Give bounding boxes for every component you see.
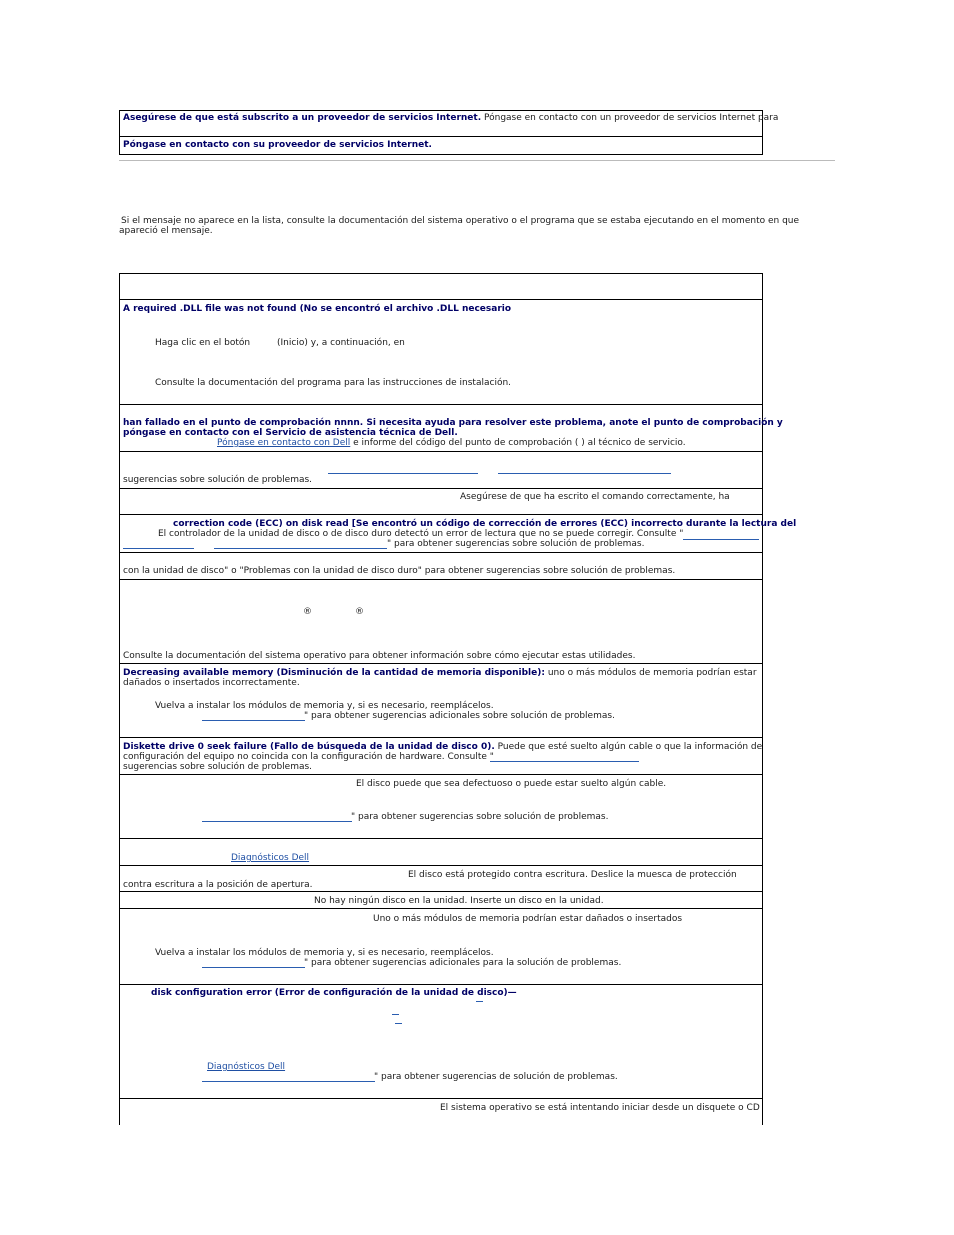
- suggestions-text: sugerencias sobre solución de problemas.: [123, 475, 313, 485]
- ecc-text-1: El controlador de la unidad de disco o de disco duro detectó un error de lectura que no se puede corregir. Consulte ": [158, 529, 684, 539]
- row-divider: [119, 451, 763, 452]
- defective-disk-text: El disco puede que sea defectuoso o puede estar suelto algún cable.: [356, 779, 667, 789]
- disk-config-suggestions: " para obtener sugerencias de solución de problemas.: [374, 1072, 618, 1082]
- row-divider: [119, 1098, 763, 1099]
- command-check-text: Asegúrese de que ha escrito el comando correctamente, ha: [460, 492, 730, 502]
- dell-diagnostics-link[interactable]: Diagnósticos Dell: [231, 853, 310, 863]
- row-divider: [119, 737, 763, 738]
- link-underline[interactable]: [214, 548, 387, 549]
- row-divider: [119, 404, 763, 405]
- checkpoint-contact-text: e informe del código del punto de comprobación ( ) al técnico de servicio.: [353, 438, 686, 448]
- link-underline[interactable]: [202, 967, 305, 968]
- seek-failure-text-3: sugerencias sobre solución de problemas.: [123, 762, 313, 772]
- dell-diagnostics-link[interactable]: Diagnósticos Dell: [207, 1062, 286, 1072]
- isp-contact-row: Póngase en contacto con su proveedor de servicios Internet.: [123, 140, 432, 150]
- link-underline[interactable]: [498, 473, 671, 474]
- utilities-text: Consulte la documentación del sistema operativo para obtener información sobre cómo ejecutar estas utilidades.: [123, 651, 636, 661]
- isp-subscribed-bold: Asegúrese de que está subscrito a un proveedor de servicios Internet.: [123, 113, 482, 123]
- section-separator: [119, 160, 835, 161]
- contact-dell-link[interactable]: Póngase en contacto con Dell: [217, 438, 351, 448]
- dll-step-start-button: Haga clic en el botón: [155, 338, 251, 348]
- write-protected-text-1: El disco está protegido contra escritura. Deslice la muesca de protección: [408, 870, 737, 880]
- row-divider: [119, 299, 763, 300]
- dll-step-start-then: (Inicio) y, a continuación, en: [277, 338, 405, 348]
- disk-config-title: disk configuration error (Error de configuración de la unidad de disco)—: [151, 988, 517, 998]
- row-divider: [119, 579, 763, 580]
- seek-failure-text-2: configuración del equipo no coincida con la configuración de hardware. Consulte ": [123, 752, 494, 762]
- intro-line-2: apareció el mensaje.: [119, 226, 213, 236]
- link-underline[interactable]: [202, 720, 305, 721]
- ecc-text-2: " para obtener sugerencias sobre solución de problemas.: [387, 539, 645, 549]
- memory-modules-step-1: Vuelva a instalar los módulos de memoria y, si es necesario, reemplácelos.: [155, 948, 494, 958]
- write-protected-text-2: contra escritura a la posición de apertura.: [123, 880, 313, 890]
- decreasing-memory-text-2: dañados o insertados incorrectamente.: [123, 678, 300, 688]
- ecc-title: correction code (ECC) on disk read [Se encontró un código de corrección de errores (ECC) incorrecto durante la lectura del: [173, 519, 797, 529]
- link-underline[interactable]: [123, 548, 194, 549]
- disk-problems-text: con la unidad de disco" o "Problemas con la unidad de disco duro" para obtener sugerencias sobre solución de problemas.: [123, 566, 676, 576]
- os-boot-text: El sistema operativo se está intentando iniciar desde un disquete o CD: [440, 1103, 760, 1113]
- row-divider: [119, 774, 763, 775]
- row-divider: [119, 865, 763, 866]
- link-underline[interactable]: [202, 821, 352, 822]
- no-disk-text: No hay ningún disco en la unidad. Inserte un disco en la unidad.: [314, 896, 604, 906]
- row-divider: [119, 891, 763, 892]
- memory-modules-text: Uno o más módulos de memoria podrían estar dañados o insertados: [373, 914, 683, 924]
- decreasing-memory-step-2: " para obtener sugerencias adicionales sobre solución de problemas.: [304, 711, 615, 721]
- defective-disk-suggestions: " para obtener sugerencias sobre solución de problemas.: [351, 812, 609, 822]
- row-divider: [119, 488, 763, 489]
- dll-step-docs: Consulte la documentación del programa para las instrucciones de instalación.: [155, 378, 512, 388]
- seek-failure-line: [123, 742, 762, 752]
- decreasing-memory-line: [123, 668, 757, 678]
- isp-subscribed-text: Póngase en contacto con un proveedor de servicios Internet para: [484, 113, 779, 123]
- isp-subscribed-row: [123, 113, 778, 123]
- intro-line-1: Si el mensaje no aparece en la lista, consulte la documentación del sistema operativo o el programa que se estaba ejecutando en el momento en que: [121, 216, 800, 226]
- row-divider: [119, 663, 763, 664]
- link-underline[interactable]: [683, 539, 759, 540]
- link-underline[interactable]: [395, 1023, 402, 1024]
- top-table-divider: [119, 136, 763, 137]
- dll-not-found-title: A required .DLL file was not found (No se encontró el archivo .DLL necesario: [123, 304, 512, 314]
- link-underline[interactable]: [490, 761, 639, 762]
- decreasing-memory-step-1: Vuelva a instalar los módulos de memoria y, si es necesario, reemplácelos.: [155, 701, 494, 711]
- link-underline[interactable]: [476, 1001, 483, 1002]
- memory-modules-step-2: " para obtener sugerencias adicionales para la solución de problemas.: [304, 958, 622, 968]
- row-divider: [119, 514, 763, 515]
- seek-failure-title: Diskette drive 0 seek failure (Fallo de búsqueda de la unidad de disco 0).: [123, 742, 495, 752]
- registered-mark-2: ®: [355, 607, 364, 617]
- registered-mark-1: ®: [303, 607, 312, 617]
- row-divider: [119, 984, 763, 985]
- row-divider: [119, 838, 763, 839]
- link-underline[interactable]: [202, 1081, 375, 1082]
- row-divider: [119, 908, 763, 909]
- decreasing-memory-title: Decreasing available memory (Disminución de la cantidad de memoria disponible):: [123, 668, 545, 678]
- checkpoint-title-2: póngase en contacto con el Servicio de asistencia técnica de Dell.: [123, 428, 458, 438]
- seek-failure-text-1: Puede que esté suelto algún cable o que la información de: [497, 742, 763, 752]
- link-underline[interactable]: [328, 473, 478, 474]
- checkpoint-contact-line: [217, 438, 686, 448]
- checkpoint-title-1: han fallado en el punto de comprobación nnnn. Si necesita ayuda para resolver este problema, anote el punto de comprobación y: [123, 418, 783, 428]
- link-underline[interactable]: [392, 1014, 399, 1015]
- decreasing-memory-text-1: uno o más módulos de memoria podrían estar: [547, 668, 757, 678]
- row-divider: [119, 552, 763, 553]
